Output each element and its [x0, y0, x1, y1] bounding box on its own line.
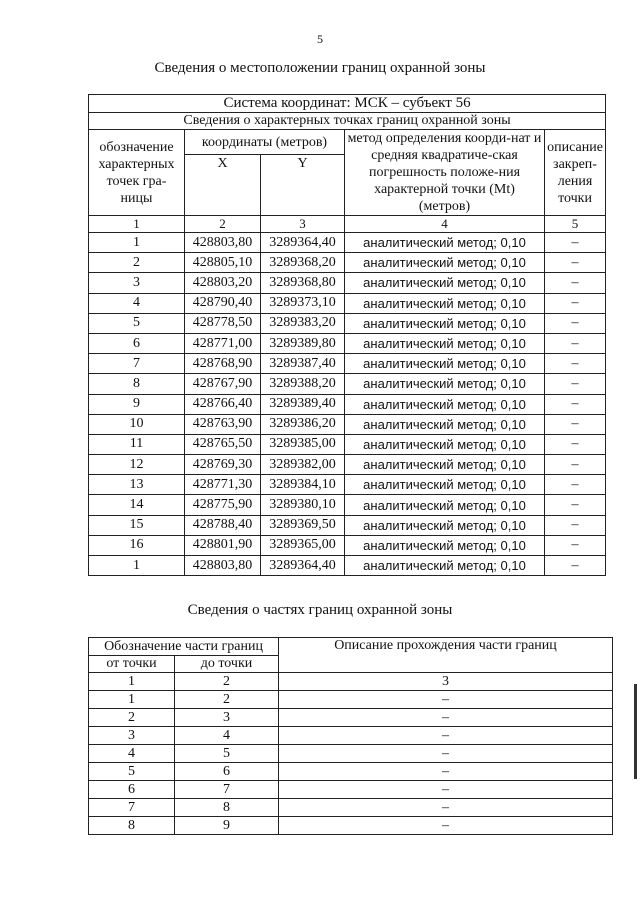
x-coordinate-cell: 428768,90: [185, 354, 261, 374]
points-info-header: Сведения о характерных точках границ охранной зоны: [89, 113, 606, 130]
fixing-description-cell: –: [545, 515, 606, 535]
column-number-row: [89, 673, 613, 691]
fixing-description-cell: –: [545, 354, 606, 374]
method-cell: аналитический метод; 0,10: [345, 374, 545, 394]
point-number-cell: 4: [89, 293, 185, 313]
y-coordinate-cell: 3289364,40: [261, 556, 345, 576]
fixing-description-cell: –: [545, 313, 606, 333]
table-row: [89, 374, 606, 394]
column-number: 2: [175, 673, 279, 691]
table-row: [89, 817, 613, 835]
method-cell: аналитический метод; 0,10: [345, 535, 545, 555]
y-coordinate-cell: 3289385,00: [261, 434, 345, 454]
y-coordinate-cell: 3289388,20: [261, 374, 345, 394]
table-row: [89, 745, 613, 763]
method-cell: аналитический метод; 0,10: [345, 333, 545, 353]
column-number: 5: [545, 216, 606, 233]
y-coordinate-cell: 3289373,10: [261, 293, 345, 313]
fixing-description-cell: –: [545, 394, 606, 414]
col-header-coordinates: координаты (метров): [185, 130, 345, 155]
fixing-description-cell: –: [545, 414, 606, 434]
method-cell: аналитический метод; 0,10: [345, 233, 545, 253]
point-number-cell: 1: [89, 233, 185, 253]
x-coordinate-cell: 428801,90: [185, 535, 261, 555]
part-description-cell: –: [279, 817, 613, 835]
fixing-description-cell: –: [545, 374, 606, 394]
fixing-description-cell: –: [545, 455, 606, 475]
from-point-cell: 2: [89, 709, 175, 727]
fixing-description-cell: –: [545, 253, 606, 273]
column-number: 4: [345, 216, 545, 233]
x-coordinate-cell: 428790,40: [185, 293, 261, 313]
x-coordinate-cell: 428803,20: [185, 273, 261, 293]
method-cell: аналитический метод; 0,10: [345, 475, 545, 495]
part-description-cell: –: [279, 691, 613, 709]
fixing-description-cell: –: [545, 233, 606, 253]
from-point-cell: 8: [89, 817, 175, 835]
col-header-method: метод определения коорди-нат и средняя квадратиче-ская погрешность положе-ния характерной точки (Mt) (метров): [345, 130, 545, 216]
col-header-designation: обозначение характерных точек гра-ницы: [89, 130, 185, 216]
y-coordinate-cell: 3289364,40: [261, 233, 345, 253]
from-point-cell: 6: [89, 781, 175, 799]
table-row: [89, 799, 613, 817]
characteristic-points-table: [88, 94, 606, 576]
table-row: [89, 495, 606, 515]
table-row: [89, 535, 606, 555]
to-point-cell: 9: [175, 817, 279, 835]
column-number: 2: [185, 216, 261, 233]
method-cell: аналитический метод; 0,10: [345, 414, 545, 434]
fixing-description-cell: –: [545, 273, 606, 293]
method-cell: аналитический метод; 0,10: [345, 556, 545, 576]
point-number-cell: 1: [89, 556, 185, 576]
part-description-cell: –: [279, 799, 613, 817]
part-description-cell: –: [279, 781, 613, 799]
column-number-row: [89, 216, 606, 233]
point-number-cell: 10: [89, 414, 185, 434]
table-row: [89, 763, 613, 781]
y-coordinate-cell: 3289382,00: [261, 455, 345, 475]
table-row: [89, 691, 613, 709]
part-description-cell: –: [279, 727, 613, 745]
x-coordinate-cell: 428767,90: [185, 374, 261, 394]
table-row: [89, 475, 606, 495]
method-cell: аналитический метод; 0,10: [345, 495, 545, 515]
x-coordinate-cell: 428771,30: [185, 475, 261, 495]
fixing-description-cell: –: [545, 333, 606, 353]
method-cell: аналитический метод; 0,10: [345, 313, 545, 333]
point-number-cell: 13: [89, 475, 185, 495]
to-point-cell: 2: [175, 691, 279, 709]
y-coordinate-cell: 3289386,20: [261, 414, 345, 434]
method-cell: аналитический метод; 0,10: [345, 273, 545, 293]
y-coordinate-cell: 3289368,80: [261, 273, 345, 293]
y-coordinate-cell: 3289368,20: [261, 253, 345, 273]
from-point-cell: 7: [89, 799, 175, 817]
table-row: [89, 333, 606, 353]
x-coordinate-cell: 428788,40: [185, 515, 261, 535]
y-coordinate-cell: 3289380,10: [261, 495, 345, 515]
y-coordinate-cell: 3289369,50: [261, 515, 345, 535]
x-coordinate-cell: 428805,10: [185, 253, 261, 273]
table-row: [89, 515, 606, 535]
table-row: [89, 727, 613, 745]
y-coordinate-cell: 3289389,40: [261, 394, 345, 414]
method-cell: аналитический метод; 0,10: [345, 455, 545, 475]
x-coordinate-cell: 428771,00: [185, 333, 261, 353]
table-row: [89, 455, 606, 475]
x-coordinate-cell: 428766,40: [185, 394, 261, 414]
table-row: [89, 434, 606, 454]
x-coordinate-cell: 428763,90: [185, 414, 261, 434]
table-row: [89, 414, 606, 434]
table-row: [89, 253, 606, 273]
point-number-cell: 5: [89, 313, 185, 333]
table-row: [89, 233, 606, 253]
col-header-y: Y: [261, 155, 345, 216]
table-row: [89, 313, 606, 333]
fixing-description-cell: –: [545, 293, 606, 313]
method-cell: аналитический метод; 0,10: [345, 253, 545, 273]
point-number-cell: 2: [89, 253, 185, 273]
table-row: [89, 273, 606, 293]
col-header-to-point: до точки: [175, 656, 279, 673]
to-point-cell: 7: [175, 781, 279, 799]
point-number-cell: 16: [89, 535, 185, 555]
x-coordinate-cell: 428769,30: [185, 455, 261, 475]
fixing-description-cell: –: [545, 434, 606, 454]
point-number-cell: 3: [89, 273, 185, 293]
y-coordinate-cell: 3289365,00: [261, 535, 345, 555]
x-coordinate-cell: 428765,50: [185, 434, 261, 454]
to-point-cell: 8: [175, 799, 279, 817]
boundary-parts-table: [88, 637, 613, 835]
x-coordinate-cell: 428778,50: [185, 313, 261, 333]
part-description-cell: –: [279, 709, 613, 727]
y-coordinate-cell: 3289383,20: [261, 313, 345, 333]
column-number: 1: [89, 673, 175, 691]
point-number-cell: 11: [89, 434, 185, 454]
y-coordinate-cell: 3289387,40: [261, 354, 345, 374]
x-coordinate-cell: 428803,80: [185, 233, 261, 253]
section-title-boundaries: Сведения о местоположении границ охранной зоны: [154, 60, 486, 76]
to-point-cell: 3: [175, 709, 279, 727]
method-cell: аналитический метод; 0,10: [345, 293, 545, 313]
to-point-cell: 5: [175, 745, 279, 763]
table-row: [89, 709, 613, 727]
point-number-cell: 8: [89, 374, 185, 394]
point-number-cell: 12: [89, 455, 185, 475]
point-number-cell: 14: [89, 495, 185, 515]
col-header-part-designation: Обозначение части границ: [89, 638, 279, 656]
from-point-cell: 5: [89, 763, 175, 781]
method-cell: аналитический метод; 0,10: [345, 434, 545, 454]
part-description-cell: –: [279, 745, 613, 763]
table-row: [89, 293, 606, 313]
x-coordinate-cell: 428775,90: [185, 495, 261, 515]
from-point-cell: 1: [89, 691, 175, 709]
column-number: 1: [89, 216, 185, 233]
point-number-cell: 9: [89, 394, 185, 414]
table-row: [89, 394, 606, 414]
col-header-part-description: Описание прохождения части границ: [279, 638, 613, 673]
point-number-cell: 7: [89, 354, 185, 374]
col-header-x: X: [185, 155, 261, 216]
coordinate-system-header: Система координат: МСК – субъект 56: [89, 95, 606, 113]
to-point-cell: 6: [175, 763, 279, 781]
col-header-from-point: от точки: [89, 656, 175, 673]
method-cell: аналитический метод; 0,10: [345, 515, 545, 535]
fixing-description-cell: –: [545, 495, 606, 515]
fixing-description-cell: –: [545, 475, 606, 495]
to-point-cell: 4: [175, 727, 279, 745]
fixing-description-cell: –: [545, 535, 606, 555]
table-row: [89, 556, 606, 576]
fixing-description-cell: –: [545, 556, 606, 576]
column-number: 3: [261, 216, 345, 233]
method-cell: аналитический метод; 0,10: [345, 354, 545, 374]
point-number-cell: 15: [89, 515, 185, 535]
table-row: [89, 781, 613, 799]
method-cell: аналитический метод; 0,10: [345, 394, 545, 414]
from-point-cell: 3: [89, 727, 175, 745]
section-title-parts: Сведения о частях границ охранной зоны: [187, 602, 453, 618]
part-description-cell: –: [279, 763, 613, 781]
column-number: 3: [279, 673, 613, 691]
table-row: [89, 354, 606, 374]
from-point-cell: 4: [89, 745, 175, 763]
scan-edge-mark: [634, 684, 637, 779]
y-coordinate-cell: 3289389,80: [261, 333, 345, 353]
point-number-cell: 6: [89, 333, 185, 353]
y-coordinate-cell: 3289384,10: [261, 475, 345, 495]
page-number: 5: [317, 32, 323, 46]
col-header-description: описание закреп-ления точки: [545, 130, 606, 216]
x-coordinate-cell: 428803,80: [185, 556, 261, 576]
